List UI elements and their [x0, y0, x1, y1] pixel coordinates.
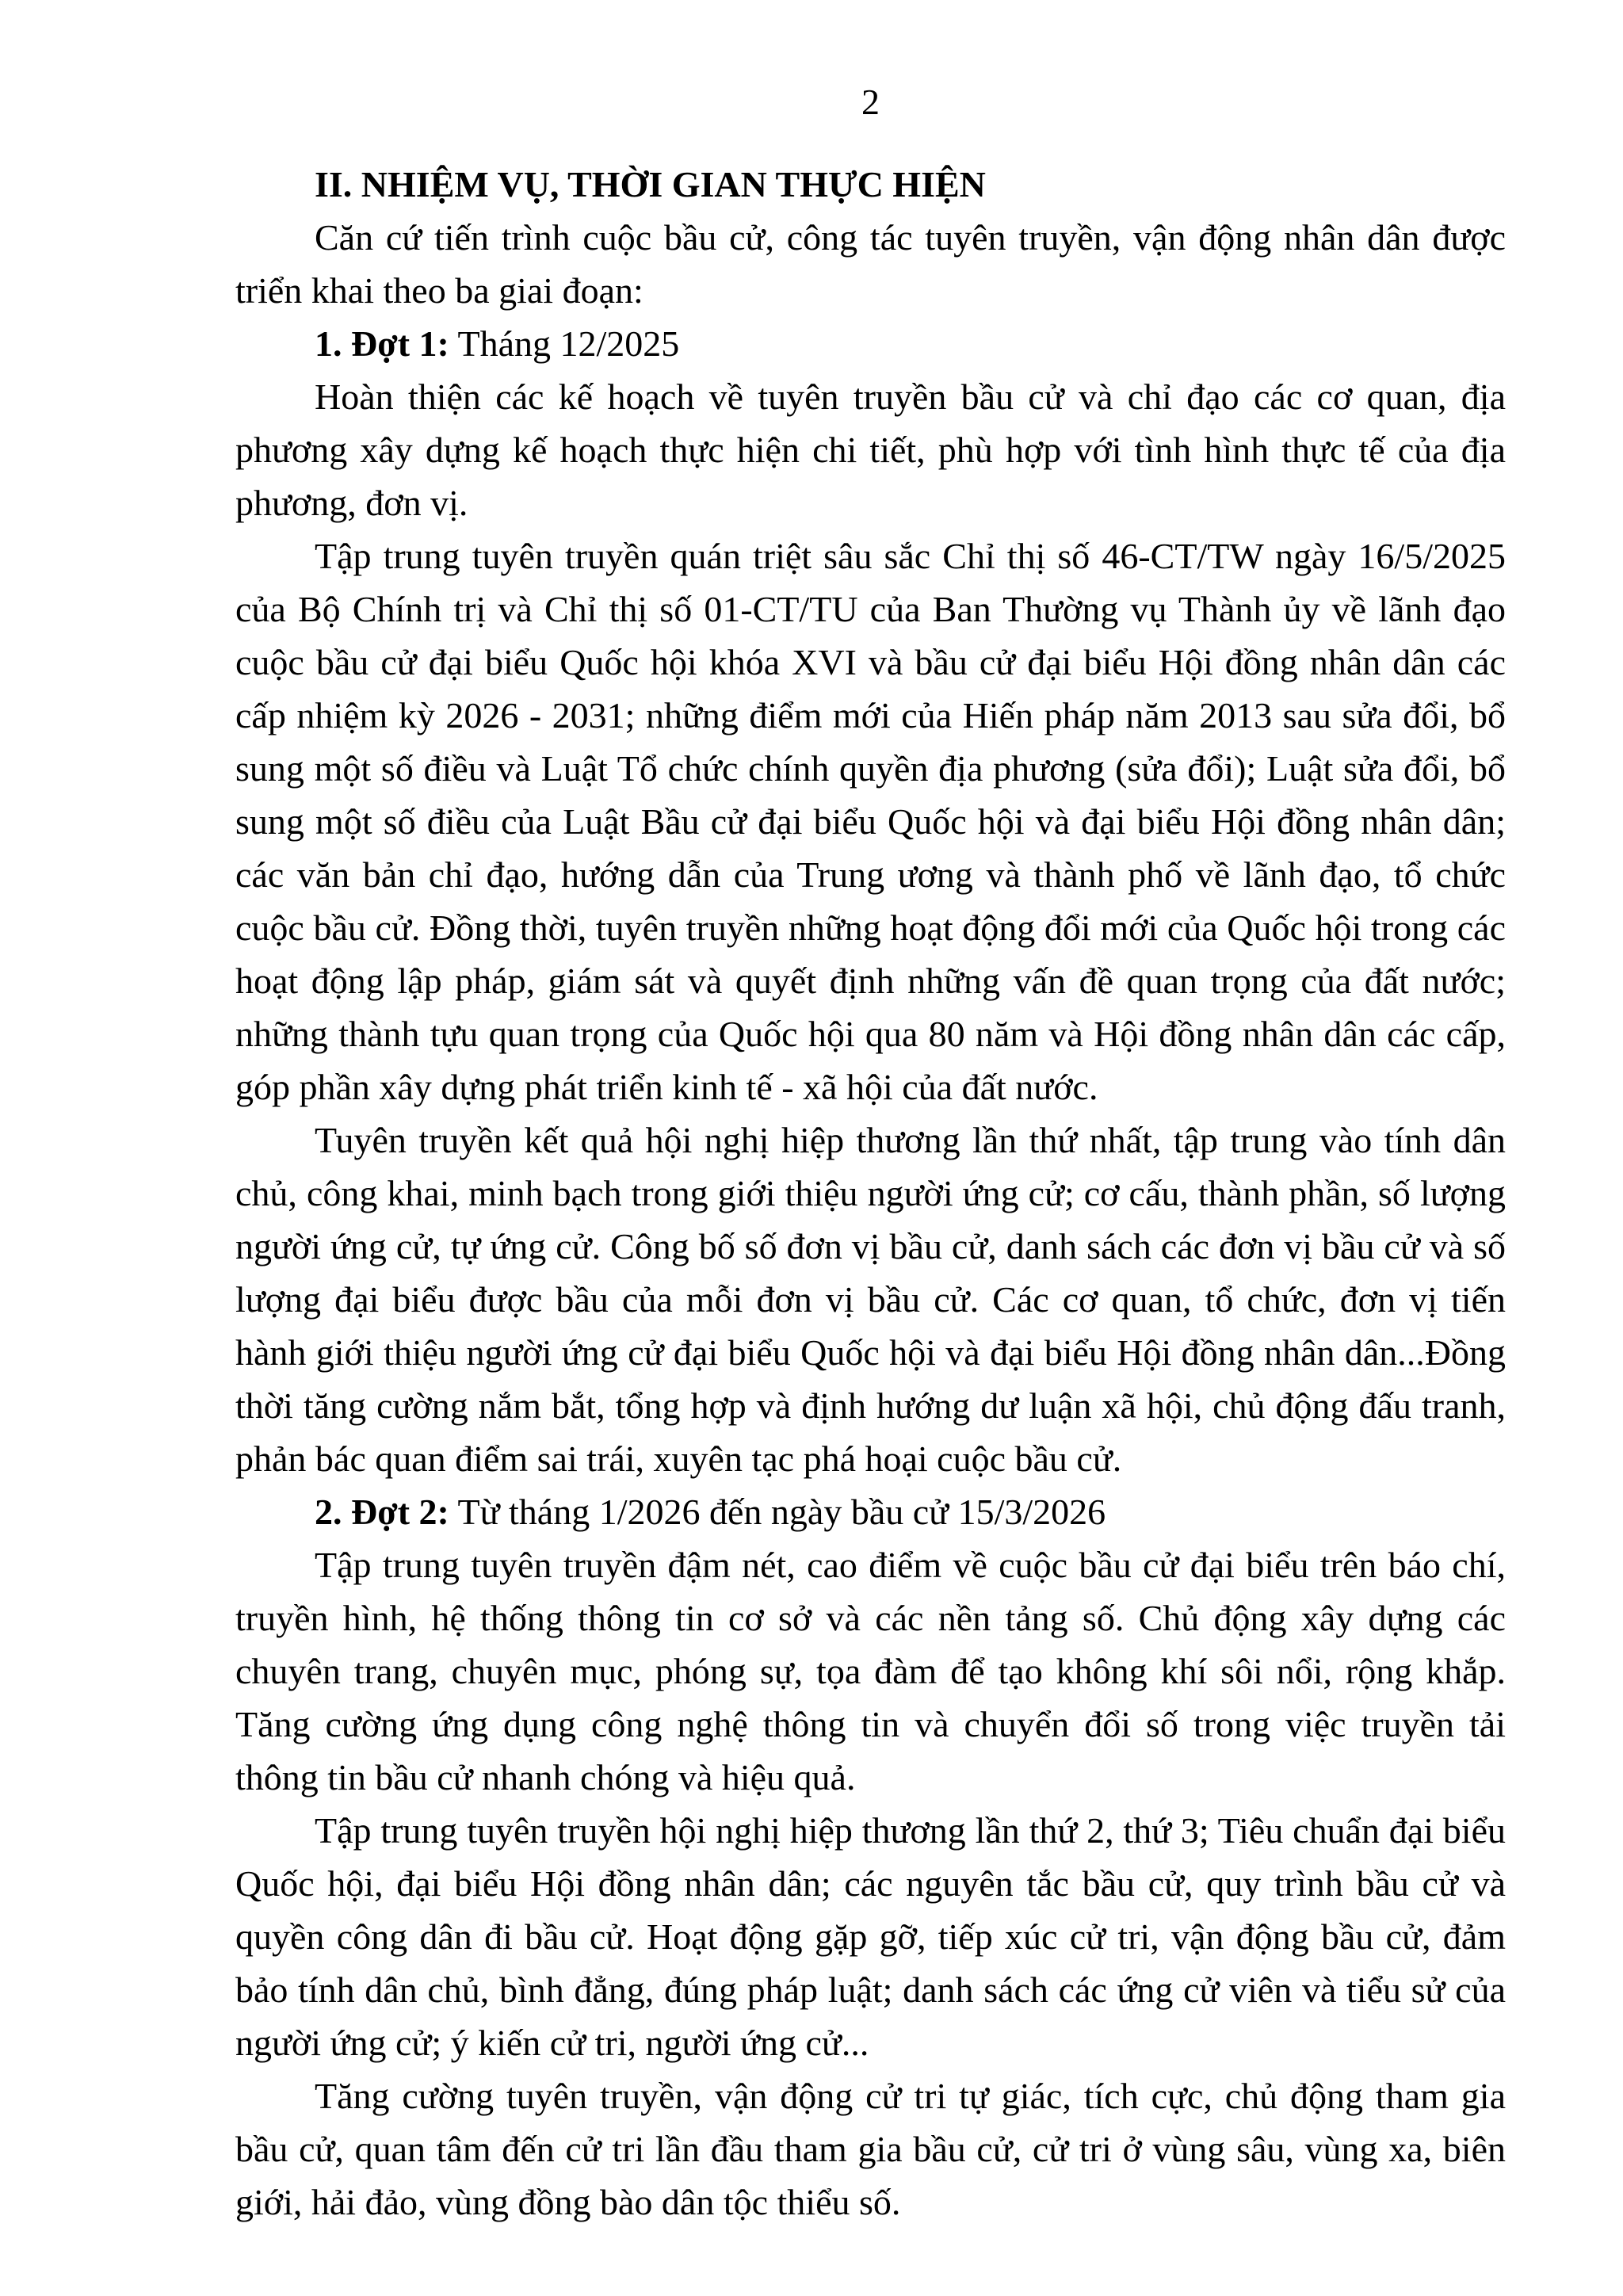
paragraph-first-consultation: Tuyên truyền kết quả hội nghị hiệp thương lần thứ nhất, tập trung vào tính dân chủ, công khai, minh bạch trong giới thiệu người ứng cử; cơ cấu, thành phần, số lượng người ứng cử, tự ứng cử. Công bố số đơn vị bầu cử, danh sách các đơn vị bầu cử và số lượng đại biểu được bầu của mỗi đơn vị bầu cử. Các cơ quan, tổ chức, đơn vị tiến hành giới thiệu người ứng cử đại biểu Quốc hội và đại biểu Hội đồng nhân dân...Đồng thời tăng cường nắm bắt, tổng hợp và định hướng dư luận xã hội, chủ động đấu tranh, phản bác quan điểm sai trái, xuyên tạc phá hoại cuộc bầu cử.	[235, 1120, 1506, 1479]
paragraph-plan-completion: Hoàn thiện các kế hoạch về tuyên truyền bầu cử và chỉ đạo các cơ quan, địa phương xây dựng kế hoạch thực hiện chi tiết, phù hợp với tình hình thực tế của địa phương, đơn vị.	[235, 376, 1506, 523]
phase-1-date: Tháng 12/2025	[449, 323, 680, 364]
paragraph-voter-mobilization: Tăng cường tuyên truyền, vận động cử tri tự giác, tích cực, chủ động tham gia bầu cử, quan tâm đến cử tri lần đầu tham gia bầu cử, cử tri ở vùng sâu, vùng xa, biên giới, hải đảo, vùng đồng bào dân tộc thiểu số.	[235, 2076, 1506, 2222]
page-number: 2	[861, 82, 880, 122]
phase-2-title	[235, 1485, 1506, 1538]
phase-1-label: 1. Đợt 1:	[315, 323, 449, 364]
phase-1-title	[235, 317, 1506, 370]
phase-2-date: Từ tháng 1/2026 đến ngày bầu cử 15/3/2026	[449, 1492, 1106, 1532]
section-heading: II. NHIỆM VỤ, THỜI GIAN THỰC HIỆN	[315, 164, 986, 204]
paragraph-consultation-2-3: Tập trung tuyên truyền hội nghị hiệp thương lần thứ 2, thứ 3; Tiêu chuẩn đại biểu Quốc hội, đại biểu Hội đồng nhân dân; các nguyên tắc bầu cử, quy trình bầu cử và quyền công dân đi bầu cử. Hoạt động gặp gỡ, tiếp xúc cử tri, vận động bầu cử, đảm bảo tính dân chủ, bình đẳng, đúng pháp luật; danh sách các ứng cử viên và tiểu sử của người ứng cử; ý kiến cử tri, người ứng cử...	[235, 1810, 1506, 2063]
phase-2-label: 2. Đợt 2:	[315, 1492, 449, 1532]
paragraph-intro: Căn cứ tiến trình cuộc bầu cử, công tác tuyên truyền, vận động nhân dân được triển khai theo ba giai đoạn:	[235, 217, 1506, 311]
paragraph-media-campaign: Tập trung tuyên truyền đậm nét, cao điểm về cuộc bầu cử đại biểu trên báo chí, truyền hình, hệ thống thông tin cơ sở và các nền tảng số. Chủ động xây dựng các chuyên trang, chuyên mục, phóng sự, tọa đàm để tạo không khí sôi nổi, rộng khắp. Tăng cường ứng dụng công nghệ thông tin và chuyển đổi số trong việc truyền tải thông tin bầu cử nhanh chóng và hiệu quả.	[235, 1545, 1506, 1797]
paragraph-directives: Tập trung tuyên truyền quán triệt sâu sắc Chỉ thị số 46-CT/TW ngày 16/5/2025 của Bộ Chính trị và Chỉ thị số 01-CT/TU của Ban Thường vụ Thành ủy về lãnh đạo cuộc bầu cử đại biểu Quốc hội khóa XVI và bầu cử đại biểu Hội đồng nhân dân các cấp nhiệm kỳ 2026 - 2031; những điểm mới của Hiến pháp năm 2013 sau sửa đổi, bổ sung một số điều và Luật Tổ chức chính quyền địa phương (sửa đổi); Luật sửa đổi, bổ sung một số điều của Luật Bầu cử đại biểu Quốc hội và đại biểu Hội đồng nhân dân; các văn bản chỉ đạo, hướng dẫn của Trung ương và thành phố về lãnh đạo, tổ chức cuộc bầu cử. Đồng thời, tuyên truyền những hoạt động đổi mới của Quốc hội trong các hoạt động lập pháp, giám sát và quyết định những vấn đề quan trọng của đất nước; những thành tựu quan trọng của Quốc hội qua 80 năm và Hội đồng nhân dân các cấp, góp phần xây dựng phát triển kinh tế - xã hội của đất nước.	[235, 536, 1506, 1107]
